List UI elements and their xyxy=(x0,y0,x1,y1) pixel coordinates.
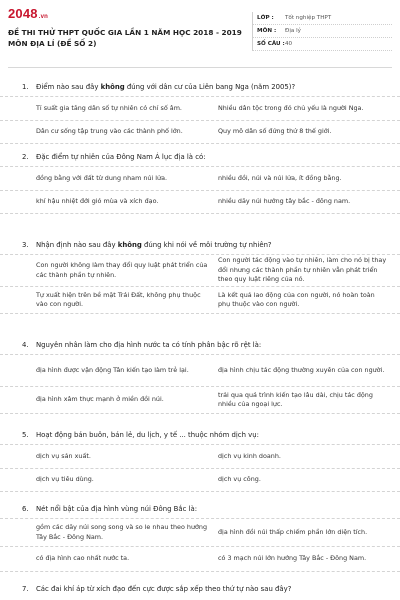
info-row-class xyxy=(253,12,392,25)
question-stem-text: Hoạt động bán buôn, bán lẻ, du lịch, y tế ... thuộc nhóm dịch vụ: xyxy=(36,431,259,439)
question-text xyxy=(0,82,400,92)
exam-info-box xyxy=(252,12,392,51)
exam-title xyxy=(8,27,248,49)
question-number: 3. xyxy=(22,241,29,249)
exam-header xyxy=(0,0,400,64)
option-row xyxy=(0,120,400,144)
question-stem-text: đúng khi nói về môi trường tự nhiên? xyxy=(141,241,272,249)
question-number: 6. xyxy=(22,505,29,513)
answer-option[interactable]: địa hình được vận động Tân kiến tạo làm trẻ lại. xyxy=(36,365,189,374)
option-row xyxy=(0,468,400,492)
answer-option[interactable]: Con người tác động vào tự nhiên, làm cho nó bị thay đổi nhưng các thành phần tự nhiên vẫn phát triển theo quy luật riêng của nó. xyxy=(218,256,387,284)
option-row xyxy=(0,518,400,546)
answer-options xyxy=(0,254,400,314)
question-text xyxy=(0,340,400,350)
answer-option[interactable]: có địa hình cao nhất nước ta. xyxy=(36,554,130,563)
option-row xyxy=(0,286,400,314)
answer-option[interactable]: gồm các dãy núi song song và so le nhau theo hướng Tây Bắc - Đông Nam. xyxy=(36,523,208,541)
question-stem xyxy=(36,240,390,250)
question-number: 5. xyxy=(22,431,29,439)
answer-options xyxy=(0,166,400,214)
answer-option[interactable]: địa hình đồi núi thấp chiếm phần lớn diện tích. xyxy=(218,527,368,536)
question-number: 2. xyxy=(22,153,29,161)
question-stem-text: đúng với dân cư của Liên bang Nga (năm 2005)? xyxy=(124,83,296,91)
question-6 xyxy=(0,504,400,572)
answer-options xyxy=(0,354,400,414)
answer-option[interactable]: nhiều đồi, núi và núi lửa, ít đồng bằng. xyxy=(218,173,342,182)
answer-option[interactable]: khí hậu nhiệt đới gió mùa và xích đạo. xyxy=(36,197,159,206)
info-row-question-count xyxy=(253,38,392,51)
question-text xyxy=(0,504,400,514)
answer-option[interactable]: Quy mô dân số đứng thứ 8 thế giới. xyxy=(218,127,332,136)
question-text xyxy=(0,152,400,162)
question-number: 4. xyxy=(22,341,29,349)
question-text xyxy=(0,584,400,594)
question-stem-emphasis: không xyxy=(117,241,142,249)
info-label: LỚP : xyxy=(257,15,274,21)
exam-title-line-1: ĐỀ THI THỬ THPT QUỐC GIA LẦN 1 NĂM HỌC 2018 - 2019 xyxy=(8,28,242,37)
question-number: 1. xyxy=(22,83,29,91)
exam-title-line-2: MÔN ĐỊA LÍ (ĐỀ SỐ 2) xyxy=(8,39,97,48)
option-row xyxy=(0,546,400,572)
question-stem-text: Đặc điểm tự nhiên của Đông Nam Á lục địa là có: xyxy=(36,153,206,161)
answer-option[interactable]: dịch vụ tiêu dùng. xyxy=(36,475,94,484)
question-2 xyxy=(0,152,400,214)
question-text xyxy=(0,430,400,440)
site-logo[interactable]: 2048.vn xyxy=(8,6,49,21)
question-stem-text: Nhận định nào sau đây xyxy=(36,241,118,249)
question-stem-text: Nét nổi bật của địa hình vùng núi Đông Bắc là: xyxy=(36,505,198,513)
answer-option[interactable]: địa hình chịu tác động thường xuyên của con người. xyxy=(218,365,385,374)
question-number: 7. xyxy=(22,585,29,593)
answer-option[interactable]: Là kết quả lao động của con người, nó hoàn toàn phụ thuộc vào con người. xyxy=(218,290,375,308)
info-label: SỐ CÂU : xyxy=(257,41,285,47)
answer-option[interactable]: dịch vụ công. xyxy=(218,475,261,484)
option-row xyxy=(0,254,400,286)
question-stem-text: Điểm nào sau đây xyxy=(36,83,101,91)
answer-option[interactable]: Tỉ suất gia tăng dân số tự nhiên có chỉ số âm. xyxy=(36,103,182,112)
answer-option[interactable]: có 3 mạch núi lớn hướng Tây Bắc - Đông Nam. xyxy=(218,554,367,563)
option-row xyxy=(0,96,400,120)
question-stem-emphasis: không xyxy=(100,83,125,91)
info-value: Địa lý xyxy=(285,28,301,34)
info-value: 40 xyxy=(285,41,293,47)
question-stem xyxy=(36,82,390,92)
question-stem xyxy=(36,504,390,514)
answer-option[interactable]: Tự xuất hiện trên bề mặt Trái Đất, không phụ thuộc vào con người. xyxy=(36,290,201,308)
answer-option[interactable]: nhiều dãy núi hướng tây bắc - đông nam. xyxy=(218,197,351,206)
answer-options xyxy=(0,518,400,572)
question-stem xyxy=(36,584,390,594)
info-value: Tốt nghiệp THPT xyxy=(285,15,332,21)
answer-options xyxy=(0,444,400,492)
question-4 xyxy=(0,340,400,414)
question-stem-text: Các đai khí áp từ xích đạo đến cực được sắp xếp theo thứ tự nào sau đây? xyxy=(36,585,292,593)
option-row xyxy=(0,386,400,414)
answer-option[interactable]: trải qua quá trình kiến tạo lâu dài, chịu tác động nhiều của ngoại lực. xyxy=(218,390,373,408)
question-stem xyxy=(36,340,390,350)
answer-option[interactable]: dịch vụ sản xuất. xyxy=(36,451,91,460)
answer-option[interactable]: địa hình xâm thực mạnh ở miền đồi núi. xyxy=(36,395,164,404)
answer-option[interactable]: dịch vụ kinh doanh. xyxy=(218,451,281,460)
answer-option[interactable]: đồng bằng với đất từ dung nham núi lửa. xyxy=(36,173,168,182)
answer-option[interactable]: Con người không làm thay đổi quy luật phát triển của các thành phần tự nhiên. xyxy=(36,261,208,279)
option-row xyxy=(0,190,400,214)
header-divider xyxy=(8,67,392,68)
answer-options xyxy=(0,96,400,144)
question-5 xyxy=(0,430,400,492)
option-row xyxy=(0,354,400,386)
question-stem-text: Nguyên nhân làm cho địa hình nước ta có tính phân bậc rõ rệt là: xyxy=(36,341,262,349)
question-text xyxy=(0,240,400,250)
info-row-subject xyxy=(253,25,392,38)
option-row xyxy=(0,166,400,190)
option-row xyxy=(0,444,400,468)
answer-option[interactable]: Nhiều dân tộc trong đó chủ yếu là người Nga. xyxy=(218,103,364,112)
question-stem xyxy=(36,430,390,440)
info-label: MÔN : xyxy=(257,28,277,34)
answer-option[interactable]: Dân cư sống tập trung vào các thành phố lớn. xyxy=(36,127,183,136)
question-1 xyxy=(0,82,400,144)
question-stem xyxy=(36,152,390,162)
question-7 xyxy=(0,584,400,594)
question-3 xyxy=(0,240,400,314)
